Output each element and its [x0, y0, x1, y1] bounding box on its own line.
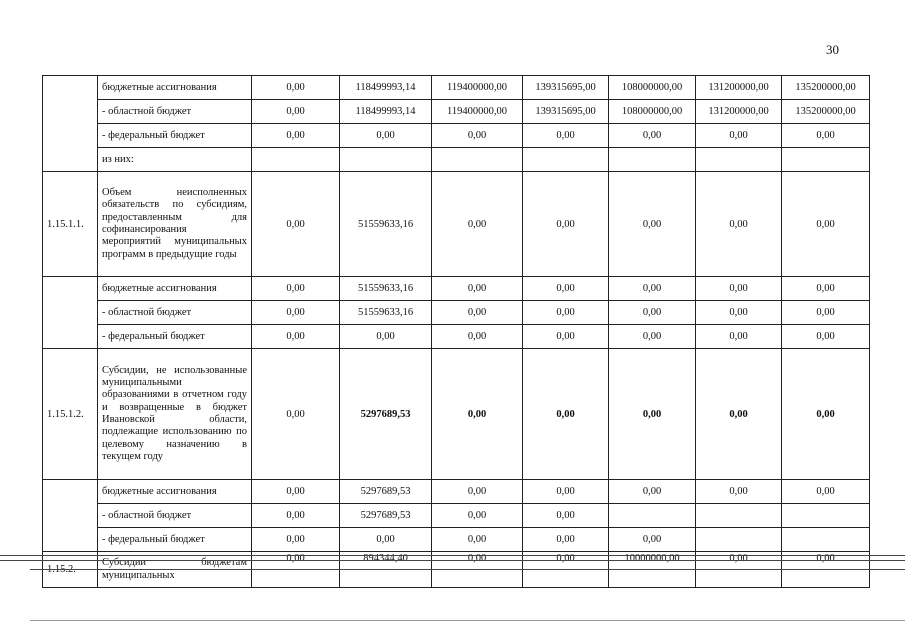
value-cell: 0,00 [782, 172, 870, 277]
value-cell: 0,00 [782, 480, 870, 504]
value-cell: 0,00 [696, 480, 782, 504]
value-cell: 0,00 [696, 277, 782, 301]
value-cell: 0,00 [432, 349, 523, 480]
value-cell: 0,00 [696, 172, 782, 277]
value-cell: 135200000,00 [782, 76, 870, 100]
value-cell: 0,00 [432, 172, 523, 277]
value-cell [782, 504, 870, 528]
table-row [43, 172, 870, 277]
row-label: - областной бюджет [98, 301, 252, 325]
row-label: бюджетные ассигнования [98, 480, 252, 504]
value-cell: 10000000,00 [609, 552, 696, 588]
value-cell: 0,00 [609, 325, 696, 349]
value-cell: 0,00 [609, 124, 696, 148]
row-label: из них: [98, 148, 252, 172]
page-number: 30 [826, 42, 839, 57]
value-cell [523, 148, 609, 172]
row-code: 1.15.2. [43, 552, 98, 588]
row-label: - областной бюджет [98, 100, 252, 124]
table-row [43, 349, 870, 480]
value-cell [782, 148, 870, 172]
value-cell [696, 528, 782, 552]
value-cell [609, 504, 696, 528]
row-label: бюджетные ассигнования [98, 76, 252, 100]
value-cell: 0,00 [252, 480, 340, 504]
value-cell: 108000000,00 [609, 76, 696, 100]
value-cell: 0,00 [340, 325, 432, 349]
table-row [43, 148, 870, 172]
strike-line [30, 569, 905, 570]
value-cell: 0,00 [523, 301, 609, 325]
value-cell: 131200000,00 [696, 76, 782, 100]
row-label: Субсидии, не использованные муниципальными образованиями в отчетном году и возвращенные в бюджет Ивановской области, подлежащие использованию по целевому назначению в текущем году [98, 349, 252, 480]
value-cell: 0,00 [609, 528, 696, 552]
row-label: - федеральный бюджет [98, 528, 252, 552]
value-cell: 5297689,53 [340, 504, 432, 528]
value-cell: 139315695,00 [523, 100, 609, 124]
value-cell: 0,00 [432, 325, 523, 349]
row-label: бюджетные ассигнования [98, 277, 252, 301]
table-row [43, 504, 870, 528]
value-cell: 5297689,53 [340, 480, 432, 504]
page-break-rule [0, 555, 905, 556]
table-row [43, 528, 870, 552]
value-cell: 0,00 [523, 504, 609, 528]
value-cell: 0,00 [252, 76, 340, 100]
value-cell: 135200000,00 [782, 100, 870, 124]
value-cell: 131200000,00 [696, 100, 782, 124]
row-code [43, 277, 98, 349]
value-cell: 0,00 [252, 349, 340, 480]
value-cell: 0,00 [432, 301, 523, 325]
value-cell: 0,00 [782, 552, 870, 588]
value-cell: 0,00 [432, 528, 523, 552]
value-cell: 139315695,00 [523, 76, 609, 100]
row-code [43, 480, 98, 552]
value-cell: 0,00 [696, 349, 782, 480]
value-cell: 0,00 [523, 480, 609, 504]
value-cell: 0,00 [523, 528, 609, 552]
value-cell: 0,00 [523, 172, 609, 277]
value-cell: 0,00 [696, 301, 782, 325]
value-cell: 0,00 [523, 277, 609, 301]
value-cell [696, 504, 782, 528]
value-cell [252, 148, 340, 172]
budget-table [42, 75, 870, 588]
value-cell: 0,00 [609, 480, 696, 504]
value-cell [696, 148, 782, 172]
value-cell: 0,00 [609, 172, 696, 277]
row-code: 1.15.1.1. [43, 172, 98, 277]
value-cell: 0,00 [696, 124, 782, 148]
value-cell: 119400000,00 [432, 100, 523, 124]
value-cell: 0,00 [340, 124, 432, 148]
value-cell: 118499993,14 [340, 76, 432, 100]
value-cell: 0,00 [782, 301, 870, 325]
value-cell: 0,00 [609, 301, 696, 325]
value-cell: 0,00 [432, 552, 523, 588]
value-cell [782, 528, 870, 552]
value-cell: 108000000,00 [609, 100, 696, 124]
value-cell: 0,00 [252, 325, 340, 349]
value-cell: 0,00 [782, 325, 870, 349]
value-cell [432, 148, 523, 172]
table-row [43, 277, 870, 301]
value-cell: 5297689,53 [340, 349, 432, 480]
page-break-rule [0, 560, 905, 561]
value-cell: 118499993,14 [340, 100, 432, 124]
value-cell: 0,00 [432, 124, 523, 148]
row-label: - федеральный бюджет [98, 124, 252, 148]
bottom-rule [30, 620, 905, 621]
row-code [43, 76, 98, 172]
value-cell: 0,00 [252, 301, 340, 325]
value-cell: 0,00 [252, 100, 340, 124]
value-cell: 0,00 [609, 349, 696, 480]
value-cell [340, 148, 432, 172]
value-cell: 0,00 [782, 124, 870, 148]
value-cell: 0,00 [252, 172, 340, 277]
value-cell: 894344,40 [340, 552, 432, 588]
value-cell: 51559633,16 [340, 301, 432, 325]
value-cell: 0,00 [523, 552, 609, 588]
value-cell: 0,00 [523, 124, 609, 148]
value-cell: 0,00 [782, 277, 870, 301]
row-label: Субсидии бюджетам муниципальных [98, 552, 252, 588]
value-cell: 0,00 [252, 277, 340, 301]
table-row [43, 325, 870, 349]
value-cell: 0,00 [432, 480, 523, 504]
value-cell: 0,00 [252, 504, 340, 528]
value-cell: 0,00 [696, 552, 782, 588]
row-label: - областной бюджет [98, 504, 252, 528]
row-label: Объем неисполненных обязательств по субсидиям, предоставленным для софинансирования мероприятий муниципальных программ в предыдущие годы [98, 172, 252, 277]
value-cell: 51559633,16 [340, 277, 432, 301]
table-row [43, 480, 870, 504]
value-cell [609, 148, 696, 172]
value-cell: 0,00 [523, 325, 609, 349]
value-cell: 0,00 [609, 277, 696, 301]
value-cell: 0,00 [523, 349, 609, 480]
value-cell: 0,00 [696, 325, 782, 349]
value-cell: 0,00 [782, 349, 870, 480]
value-cell: 0,00 [340, 528, 432, 552]
value-cell: 0,00 [252, 528, 340, 552]
table-row [43, 301, 870, 325]
value-cell: 0,00 [432, 504, 523, 528]
row-code: 1.15.1.2. [43, 349, 98, 480]
table-row [43, 100, 870, 124]
row-label: - федеральный бюджет [98, 325, 252, 349]
value-cell: 0,00 [252, 552, 340, 588]
value-cell: 0,00 [432, 277, 523, 301]
value-cell: 119400000,00 [432, 76, 523, 100]
table-row [43, 124, 870, 148]
value-cell: 0,00 [252, 124, 340, 148]
value-cell: 51559633,16 [340, 172, 432, 277]
table-row [43, 76, 870, 100]
